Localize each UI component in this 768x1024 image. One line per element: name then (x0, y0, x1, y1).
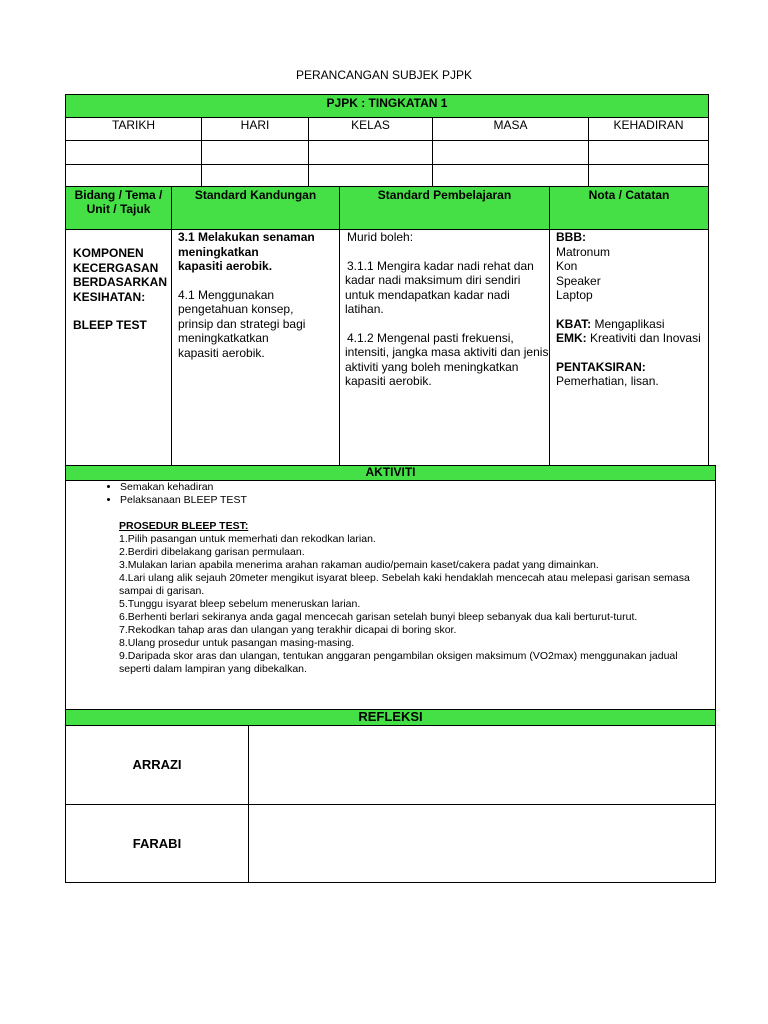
header-nota-catatan: Nota / Catatan (549, 186, 709, 230)
step-2: 2.Berdiri dibelakang garisan permulaan. (119, 546, 305, 558)
prosedur-block (119, 507, 715, 676)
bidang-cell (65, 229, 172, 466)
step-3: 3.Mulakan larian apabila menerima arahan rakaman audio/pemain kaset/cakera padat yang dimainkan. (119, 559, 599, 571)
kelas-cell-2[interactable] (308, 164, 433, 188)
sp1-line-1: 3.1.1 Mengira kadar nadi rehat dan (347, 258, 534, 273)
bbb-item-3: Speaker (556, 273, 601, 288)
bbb-label: BBB: (556, 230, 586, 244)
kbat-line (556, 317, 708, 332)
col-masa: MASA (432, 117, 589, 141)
aktiviti-header: AKTIVITI (65, 465, 716, 481)
sc2-line-5: kapasiti aerobik. (178, 345, 265, 360)
komponen-line-2: KECERGASAN (73, 260, 159, 275)
prosedur-title: PROSEDUR BLEEP TEST: (119, 520, 249, 532)
header-standard-kandungan: Standard Kandungan (171, 186, 340, 230)
kbat-value: Mengaplikasi (591, 316, 665, 331)
sc1-line-2: meningkatkan (178, 244, 259, 259)
komponen-line-3: BERDASARKAN (73, 275, 168, 289)
col-kelas: KELAS (308, 117, 433, 141)
pentaksiran-label: PENTAKSIRAN: (556, 359, 646, 374)
aktiviti-bullets (66, 481, 715, 507)
sp1-line-2: kadar nadi maksimum diri sendiri (345, 273, 521, 287)
col-hari: HARI (201, 117, 309, 141)
kelas-cell[interactable] (308, 140, 433, 165)
sc2-line-1: 4.1 Menggunakan (178, 287, 275, 302)
kandungan-cell (171, 229, 340, 466)
step-6: 6.Berhenti berlari sekiranya anda gagal mencecah garisan setelah bunyi bleep sebanyak dua kali berturut-turut. (119, 611, 638, 623)
komponen-line-1: KOMPONEN (73, 246, 144, 260)
step-7: 7.Rekodkan tahap aras dan ulangan yang terakhir dicapai di boring skor. (119, 624, 457, 636)
pembelajaran-intro: Murid boleh: (347, 230, 414, 244)
emk-line (556, 331, 708, 346)
sp2-line-2: intensiti, jangka masa aktiviti dan jenis (345, 345, 549, 359)
step-4-cont: sampai di garisan. (119, 585, 205, 597)
step-1: 1.Pilih pasangan untuk memerhati dan rekodkan larian. (119, 533, 376, 545)
kbat-label: KBAT: (556, 316, 592, 331)
nota-cell (549, 229, 709, 466)
bbb-item-2: Kon (556, 259, 578, 273)
pembelajaran-cell (339, 229, 550, 466)
masa-cell[interactable] (432, 140, 589, 165)
step-8: 8.Ulang prosedur untuk pasangan masing-masing. (119, 637, 355, 649)
step-5: 5.Tunggu isyarat bleep sebelum meneruskan larian. (119, 598, 361, 610)
refleksi-note-farabi[interactable] (248, 804, 716, 883)
komponen-line-4: KESIHATAN: (73, 289, 146, 304)
sp1-line-3: untuk mendapatkan kadar nadi (345, 287, 510, 302)
tarikh-cell-2[interactable] (65, 164, 202, 188)
refleksi-header: REFLEKSI (65, 709, 716, 726)
bullet-semakan: • Semakan kehadiran (120, 481, 715, 494)
step-9: 9.Daripada skor aras dan ulangan, tentukan anggaran pengambilan oksigen maksimum (VO2max) menggunakan jadual (119, 650, 678, 662)
bullet-pelaksanaan: • Pelaksanaan BLEEP TEST (120, 494, 715, 507)
bbb-item-4: Laptop (556, 288, 593, 302)
refleksi-name-farabi: FARABI (65, 804, 249, 883)
aktiviti-content (65, 480, 716, 710)
masa-cell-2[interactable] (432, 164, 589, 188)
sc2-line-4: meningkatkatkan (178, 331, 269, 345)
step-4: 4.Lari ulang alik sejauh 20meter mengikut isyarat bleep. Sebelah kaki hendaklah mencecah atau melepasi garisan semasa (119, 572, 690, 584)
sc1-line-3: kapasiti aerobik. (178, 259, 273, 273)
sc2-line-3: prinsip dan strategi bagi (178, 316, 306, 331)
page-title: PERANCANGAN SUBJEK PJPK (295, 68, 473, 82)
refleksi-note-arrazi[interactable] (248, 725, 716, 805)
header-standard-pembelajaran: Standard Pembelajaran (339, 186, 550, 230)
kehadiran-cell-2[interactable] (588, 164, 709, 188)
hari-cell-2[interactable] (201, 164, 309, 188)
hari-cell[interactable] (201, 140, 309, 165)
col-tarikh: TARIKH (65, 117, 202, 141)
tarikh-cell[interactable] (65, 140, 202, 165)
bbb-item-1: Matronum (556, 244, 611, 259)
sc2-line-2: pengetahuan konsep, (178, 302, 294, 316)
emk-value: Kreativiti dan Inovasi (586, 331, 701, 345)
emk-label: EMK: (556, 331, 587, 345)
sp2-line-1: 4.1.2 Mengenal pasti frekuensi, (347, 330, 514, 345)
refleksi-name-arrazi: ARRAZI (65, 725, 249, 805)
tajuk-bleep-test: BLEEP TEST (73, 318, 147, 332)
sp1-line-4: latihan. (345, 302, 384, 316)
pentaksiran-value: Pemerhatian, lisan. (556, 374, 659, 388)
kehadiran-cell[interactable] (588, 140, 709, 165)
sc1-line-1: 3.1 Melakukan senaman (178, 230, 315, 244)
sp2-line-3: aktiviti yang boleh meningkatkan (345, 359, 519, 374)
header-bidang: Bidang / Tema / Unit / Tajuk (65, 186, 172, 230)
step-9-cont: seperti dalam lampiran yang dibekalkan. (119, 663, 307, 675)
class-header-bar: PJPK : TINGKATAN 1 (65, 94, 709, 118)
col-kehadiran: KEHADIRAN (588, 117, 709, 141)
sp2-line-4: kapasiti aerobik. (345, 374, 432, 388)
